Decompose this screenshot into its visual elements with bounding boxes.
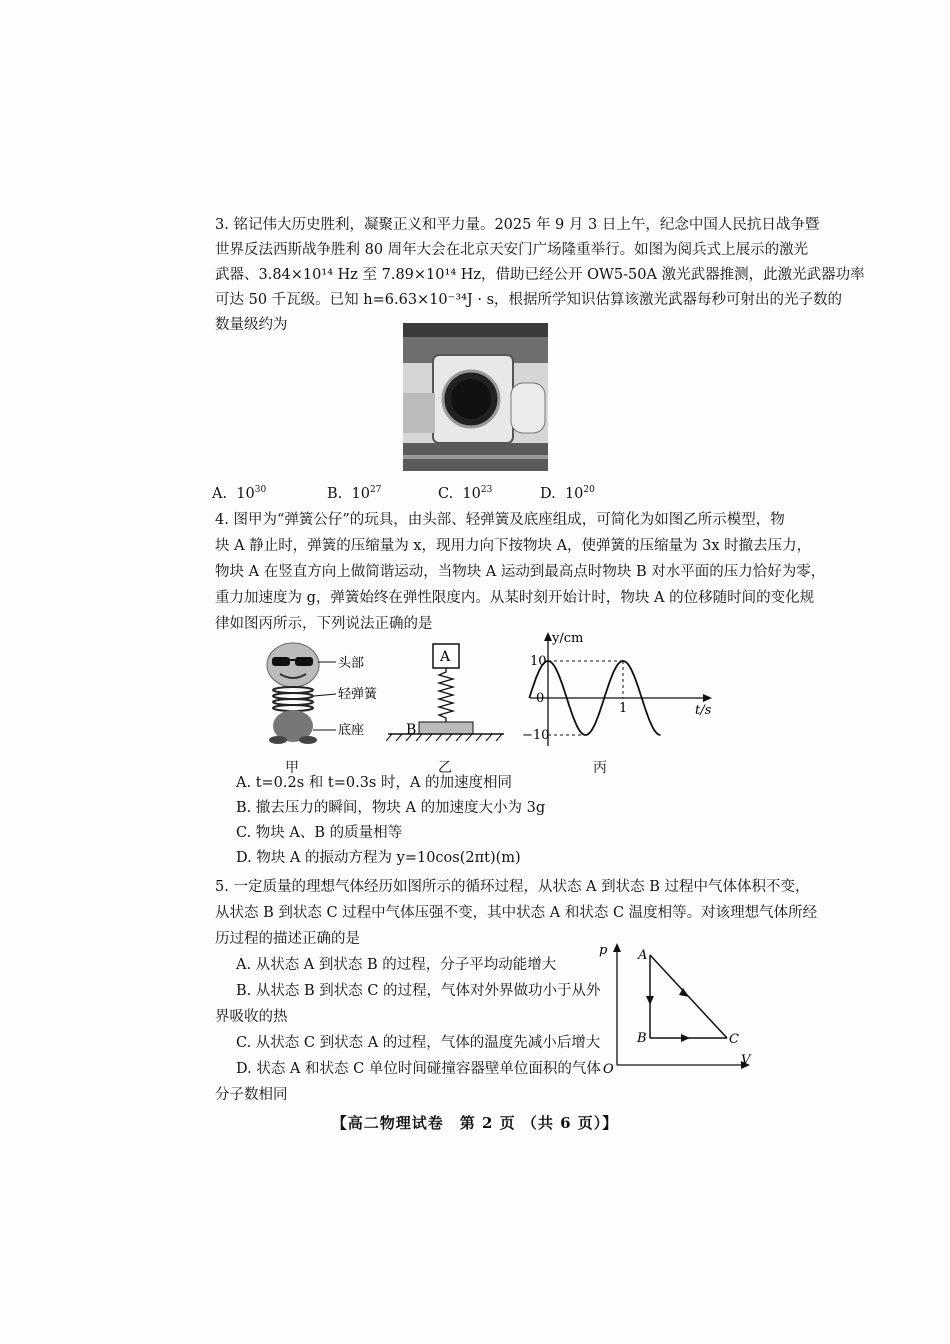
q4-line-2: 块 A 静止时，弹簧的压缩量为 x，现用力向下按物块 A，使弹簧的压缩量为 3x 时撤去压力， — [215, 538, 812, 554]
q3-line-1: 3. 铭记伟大历史胜利，凝聚正义和平力量。2025 年 9 月 3 日上午，纪念中国人民抗日战争暨 — [215, 217, 820, 233]
q3-option-b-exp: 27 — [369, 485, 382, 495]
fig-pv-diagram — [595, 940, 755, 1075]
q3-line-3: 武器、3.84×10¹⁴ Hz 至 7.89×10¹⁴ Hz，借助已经公开 OW5-50A 激光武器推测，此激光武器功率 — [215, 267, 865, 283]
q4-option-b: B. 撤去压力的瞬间，物块 A 的加速度大小为 3g — [236, 800, 546, 816]
pv-label-c: C — [729, 1032, 739, 1047]
q5-option-c: C. 从状态 C 到状态 A 的过程，气体的温度先减小后增大 — [236, 1035, 601, 1051]
pv-label-o: O — [603, 1062, 614, 1075]
q3-line-5: 数量级约为 — [215, 317, 288, 333]
laser-weapon-photo — [403, 323, 548, 471]
q3-option-c — [438, 485, 492, 502]
page-footer: 【高二物理试卷 第 2 页 （共 6 页）】 — [331, 1114, 619, 1132]
fig-yi-caption: 乙 — [438, 760, 452, 776]
q5-option-d-cont: 分子数相同 — [215, 1087, 288, 1103]
pv-label-a: A — [638, 948, 648, 963]
q3-line-2: 世界反法西斯战争胜利 80 周年大会在北京天安门广场隆重举行。如图为阅兵式上展示的激光 — [215, 242, 809, 258]
fig-bing-ytick-zero: 0 — [536, 691, 545, 706]
q3-option-a-exp: 30 — [254, 485, 267, 495]
q3-option-c-exp: 23 — [480, 485, 493, 495]
q3-option-a-base: 10 — [236, 486, 255, 502]
q4-line-3: 物块 A 在竖直方向上做简谐运动，当物块 A 运动到最高点时物块 B 对水平面的压力恰好为零， — [215, 564, 826, 580]
q4-line-5: 律如图丙所示，下列说法正确的是 — [215, 616, 433, 632]
fig-jia-caption: 甲 — [285, 760, 299, 776]
fig-yi-spring-model — [386, 640, 506, 744]
fig-bing-ytick-top: 10 — [530, 654, 547, 669]
fig-bing-xlabel: t/s — [695, 703, 712, 718]
fig-jia-spring-toy — [258, 640, 388, 748]
q5-line-2: 从状态 B 到状态 C 过程中气体压强不变，其中状态 A 和状态 C 温度相等。对该理想气体所经 — [215, 905, 818, 921]
fig-yi-block-b: B — [406, 722, 417, 738]
q5-option-b: B. 从状态 B 到状态 C 的过程，气体对外界做功小于从外 — [236, 983, 601, 999]
fig-jia-label-spring: 轻弹簧 — [338, 687, 378, 702]
fig-bing-ylabel: y/cm — [552, 631, 584, 646]
q4-option-c: C. 物块 A、B 的质量相等 — [236, 825, 403, 841]
fig-jia-label-head: 头部 — [338, 656, 365, 671]
q3-option-d-exp: 20 — [583, 485, 595, 495]
q3-option-a — [212, 485, 266, 502]
fig-bing-x-arrow — [703, 694, 712, 702]
fig-bing-ytick-bottom: −10 — [522, 728, 550, 743]
q5-option-b-cont: 界吸收的热 — [215, 1009, 288, 1025]
q5-line-1: 5. 一定质量的理想气体经历如图所示的循环过程，从状态 A 到状态 B 过程中气体体积不变， — [215, 879, 810, 895]
q5-option-d: D. 状态 A 和状态 C 单位时间碰撞容器壁单位面积的气体 — [236, 1061, 601, 1077]
q3-option-b-label: B. — [327, 486, 343, 502]
pv-p-arrow — [613, 943, 621, 952]
fig-jia-label-base: 底座 — [338, 723, 365, 738]
q4-option-d: D. 物块 A 的振动方程为 y=10cos(2πt)(m) — [236, 850, 521, 866]
pv-label-v: V — [741, 1053, 751, 1068]
fig-bing-y-arrow — [544, 632, 552, 641]
q3-option-d-base: 10 — [564, 486, 584, 502]
q3-option-c-base: 10 — [462, 486, 481, 502]
fig-bing-caption: 丙 — [593, 760, 607, 776]
q4-option-a: A. t=0.2s 和 t=0.3s 时，A 的加速度相同 — [236, 775, 513, 791]
q5-option-a: A. 从状态 A 到状态 B 的过程，分子平均动能增大 — [236, 957, 557, 973]
q4-line-4: 重力加速度为 g，弹簧始终在弹性限度内。从某时刻开始计时，物块 A 的位移随时间的变化规 — [215, 590, 815, 606]
q3-option-d — [540, 485, 595, 502]
q3-option-b — [327, 485, 381, 502]
q3-option-a-label: A. — [212, 486, 228, 502]
q3-line-4: 可达 50 千瓦级。已知 h=6.63×10⁻³⁴J · s，根据所学知识估算该激光武器每秒可射出的光子数的 — [215, 292, 843, 308]
fig-bing-yt-graph — [510, 628, 715, 753]
pv-label-p: p — [599, 943, 608, 958]
pv-label-b: B — [637, 1031, 647, 1046]
fig-yi-block-a: A — [440, 649, 451, 665]
q3-option-b-base: 10 — [351, 486, 370, 502]
q3-option-d-label: D. — [540, 486, 556, 502]
q5-line-3: 历过程的描述正确的是 — [215, 931, 360, 947]
pv-arrow-ca — [679, 988, 689, 997]
q4-line-1: 4. 图甲为“弹簧公仔”的玩具，由头部、轻弹簧及底座组成，可简化为如图乙所示模型，物 — [215, 512, 785, 528]
pv-arrow-ab — [646, 996, 654, 1005]
q3-option-c-label: C. — [438, 486, 454, 502]
fig-bing-xtick: 1 — [619, 701, 628, 716]
pv-arrow-bc — [681, 1034, 690, 1042]
